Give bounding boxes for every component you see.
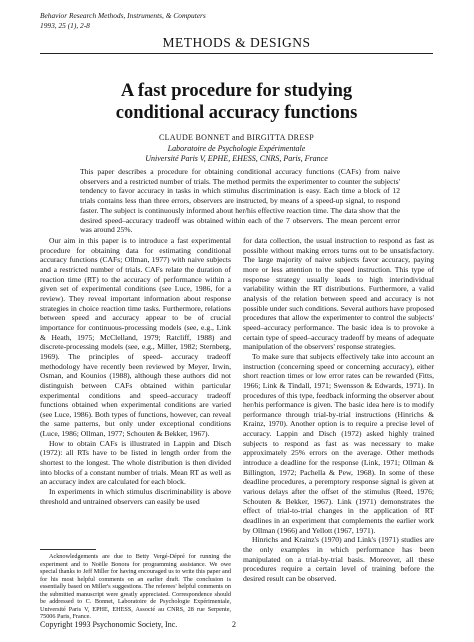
journal-header: [40, 11, 206, 31]
page-number: 2: [232, 620, 236, 629]
body-paragraph: To make sure that subjects effectively take into account an instruction (concerning speed or concerning accuracy), either short reaction times or low error rates can be rewarded (Fitts, 1966; Link & Tindall, 1971; Swensson & Edwards, 1971). In procedures of this type, feedback informing the observer about her/his performance is given. The basic idea here is to modify performance through trial-by-trial instructions (Hinrichs & Krainz, 1970). Another option is to require a precise level of accuracy. Lappin and Disch (1972) asked highly trained subjects to respond as fast as was necessary to make approximately 25% errors on the average. Other methods introduce a deadline for the response (Link, 1971; Ollman & Billington, 1972; Pachella & Pew, 1968). In some of these deadline procedures, a peremptory response signal is given at various delays after the offset of the stimulus (Reed, 1976; Schouten & Bekker, 1967). Link (1971) demonstrates the effect of trial-to-trial changes in the application of RT deadlines in an experiment that complements the earlier work by Ollman (1966) and Yellott (1967, 1971).: [243, 351, 434, 535]
author-institution: Université Paris V, EPHE, EHESS, CNRS, Paris, France: [145, 154, 328, 163]
body-paragraph: In experiments in which stimulus discriminability is above threshold and untrained observers can easily be used: [40, 487, 231, 506]
article-title: [40, 80, 433, 124]
footnote: [40, 553, 231, 621]
title-line-1: A fast procedure for studying: [120, 81, 353, 101]
copyright-notice: Copyright 1993 Psychonomic Society, Inc.: [40, 620, 178, 629]
body-right-column: [243, 236, 434, 584]
section-heading: METHODS & DESIGNS: [40, 34, 433, 54]
journal-name: Behavior Research Methods, Instruments, & Computers: [40, 11, 206, 20]
footnote-rule: [40, 549, 96, 550]
body-paragraph: for data collection, the usual instruction to respond as fast as possible without making errors turns out to be unsatisfactory. The large majority of naive subjects favor accuracy, paying more or less attention to the speed instruction. This type of response strategy usually leads to high interindividual variability within the RT distributions. Furthermore, a valid analysis of the relation between speed and accuracy is not possible under such conditions. Several authors have proposed procedures that allow the experimenter to control the subjects' speed–accuracy performance. The basic idea is to provoke a certain type of speed–accuracy tradeoff by means of adequate manipulation of the observers' response strategies.: [243, 236, 434, 352]
title-line-2: conditional accuracy functions: [115, 103, 358, 123]
abstract: This paper describes a procedure for obtaining conditional accuracy functions (CAFs) from naive observers and a restricted number of trials. The method permits the experimenter to counter the subjects' tendency to favor accuracy in tasks in which stimulus discrimination is easy. Each time a block of 12 trials contains less than three errors, observers are instructed, by means of a speed-up signal, to respond faster. The subject is continuously informed about her/his effective reaction time. The data show that the desired speed–accuracy tradeoff was obtained within each of the 7 observers. The mean percent error was around 25%.: [80, 167, 400, 235]
author-lab: Laboratoire de Psychologie Expérimentale: [167, 143, 306, 153]
body-paragraph: How to obtain CAFs is illustrated in Lappin and Disch (1972): all RTs have to be listed in length order from the shortest to the longest. The whole distribution is then divided into blocks of a constant number of trials. Mean RT as well as an accuracy index are calculated for each block.: [40, 438, 231, 487]
author-block: [40, 133, 433, 165]
body-paragraph: Hinrichs and Krainz's (1970) and Link's (1971) studies are the only examples in which performance has been manipulated on a trial-by-trial basis. Moreover, all these procedures require a certain level of training before the desired result can be observed.: [243, 535, 434, 583]
body-paragraph: Our aim in this paper is to introduce a fast experimental procedure for obtaining data for estimating conditional accuracy functions (CAFs; Ollman, 1977) with naive subjects and a restricted number of trials. CAFs relate the duration of reaction time (RT) to the accuracy of performance within a given set of experimental conditions (see Luce, 1986, for a review). They reveal important information about response strategies in choice reaction time tasks. Furthermore, relations between speed and accuracy appear to be of crucial importance for continuous-processing models (see, e.g., Link & Heath, 1975; McClelland, 1979; Ratcliff, 1988) and discrete-processing models (see, e.g., Miller, 1982; Sternberg, 1969). The principles of speed- accuracy tradeoff methodology have recently been reviewed by Meyer, Irwin, Osman, and Kounios (1988), although these authors did not distinguish between CAFs obtained within particular experimental conditions and speed–accuracy tradeoff functions obtained when experimental conditions are varied (see Luce, 1986). Both types of functions, however, can reveal the same patterns, but only under exceptional conditions (Luce, 1986; Ollman, 1977; Schouten & Bekker, 1967).: [40, 236, 231, 439]
footnote-text: Acknowledgements are due to Betty Vergé-Dépré for running the experiment and to Noëlle Bonora for programming assistance. We owe special thanks to Jeff Miller for having encouraged us to write this paper and for his most helpful comments on an earlier draft. The conclusion is essentially based on Miller's suggestions. The referees' helpful comments on the submitted manuscript were greatly appreciated. Correspondence should be addressed to C. Bonnet, Laboratoire de Psychologie Expérimentale, Université Paris V, EPHE, EHESS, Associé au CNRS, 28 rue Serpente, 75006 Paris, France.: [40, 553, 231, 620]
author-names: CLAUDE BONNET and BIRGITTA DRESP: [158, 133, 315, 142]
journal-issue: 1993, 25 (1), 2-8: [40, 21, 90, 30]
body-left-column: [40, 236, 231, 506]
